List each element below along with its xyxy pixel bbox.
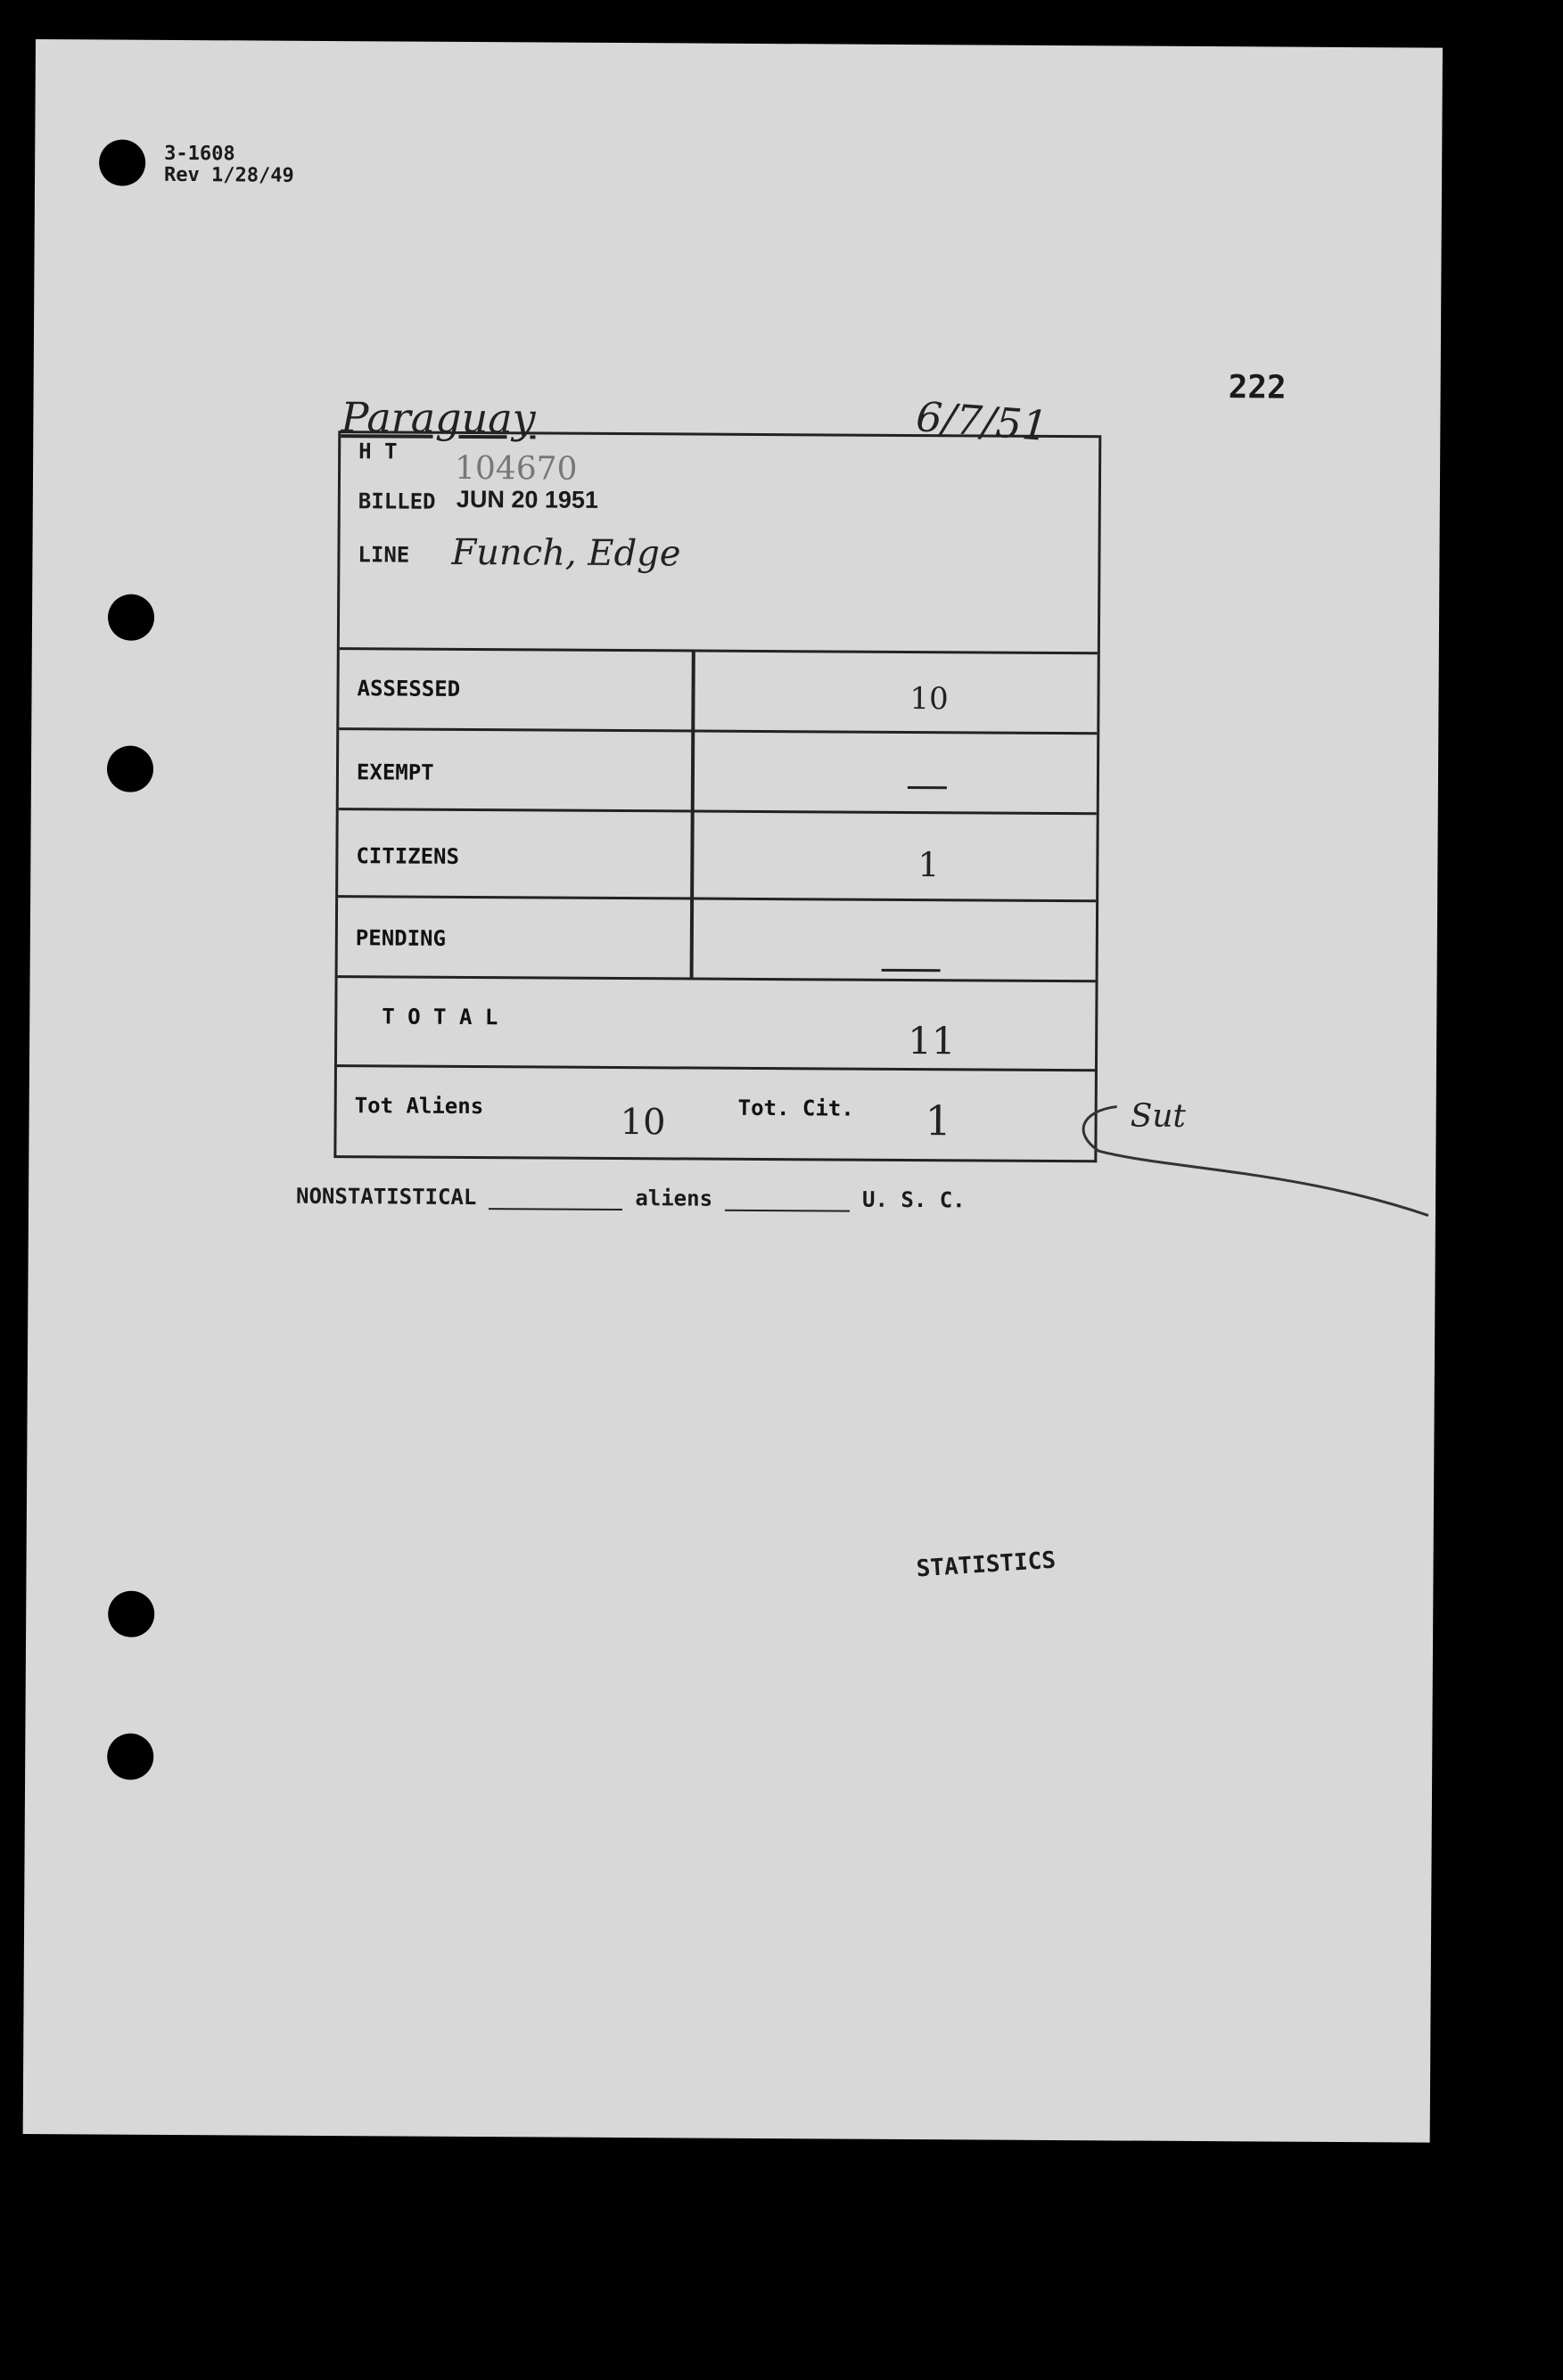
divider	[338, 895, 1096, 902]
initials-swoosh	[1063, 1079, 1438, 1225]
tot-aliens-value: 10	[620, 1102, 666, 1144]
divider	[339, 808, 1097, 815]
tot-aliens-label: Tot Aliens	[354, 1093, 484, 1120]
row-value-assessed: 10	[909, 681, 949, 718]
row-label-assessed: ASSESSED	[357, 676, 461, 702]
nonstatistical-label: NONSTATISTICAL	[295, 1183, 477, 1211]
handwritten-line-name: Funch, Edge	[451, 531, 681, 575]
row-label-exempt: EXEMPT	[356, 759, 434, 785]
punch-hole	[108, 1591, 154, 1637]
total-label: T O T A L	[382, 1004, 498, 1030]
page-number: 222	[1228, 369, 1287, 406]
form-code-number: 3-1608	[164, 142, 235, 166]
divider	[340, 647, 1098, 654]
statistics-table	[333, 431, 1101, 1162]
nonstatistical-line	[296, 1184, 966, 1213]
usc-label: U. S. C.	[861, 1186, 966, 1213]
row-label-citizens: CITIZENS	[356, 843, 460, 869]
punch-hole	[107, 1734, 153, 1780]
statistics-stamp: STATISTICS	[915, 1547, 1057, 1583]
stamp-number: 104670	[454, 449, 578, 488]
handwritten-date: 6/7/51	[914, 391, 1050, 451]
divider	[339, 727, 1097, 735]
nonstatistical-blank	[489, 1208, 622, 1211]
punch-hole	[107, 746, 153, 792]
line-label: LINE	[358, 542, 410, 568]
handwritten-initials: Sut	[1130, 1097, 1187, 1135]
tot-cit-value: 1	[925, 1096, 952, 1145]
divider	[338, 975, 1096, 982]
aliens-label: aliens	[635, 1186, 713, 1211]
divider	[337, 1064, 1095, 1071]
billed-label: BILLED	[358, 488, 436, 514]
total-value: 11	[908, 1018, 956, 1063]
ht-label: H T	[358, 439, 398, 464]
column-divider	[690, 650, 695, 980]
row-label-pending: PENDING	[355, 925, 447, 951]
form-code-revision: Rev 1/28/49	[163, 163, 294, 187]
row-value-pending	[882, 969, 941, 972]
tot-cit-label: Tot. Cit.	[737, 1095, 854, 1121]
punch-hole	[99, 139, 145, 185]
document-page	[23, 39, 1443, 2143]
handwritten-country: Paraguay	[341, 393, 536, 443]
billed-date: JUN 20 1951	[456, 485, 599, 513]
row-value-exempt	[908, 786, 947, 789]
punch-hole	[108, 595, 154, 641]
aliens-blank	[725, 1210, 850, 1212]
row-value-citizens: 1	[917, 845, 940, 885]
form-code	[164, 144, 294, 187]
